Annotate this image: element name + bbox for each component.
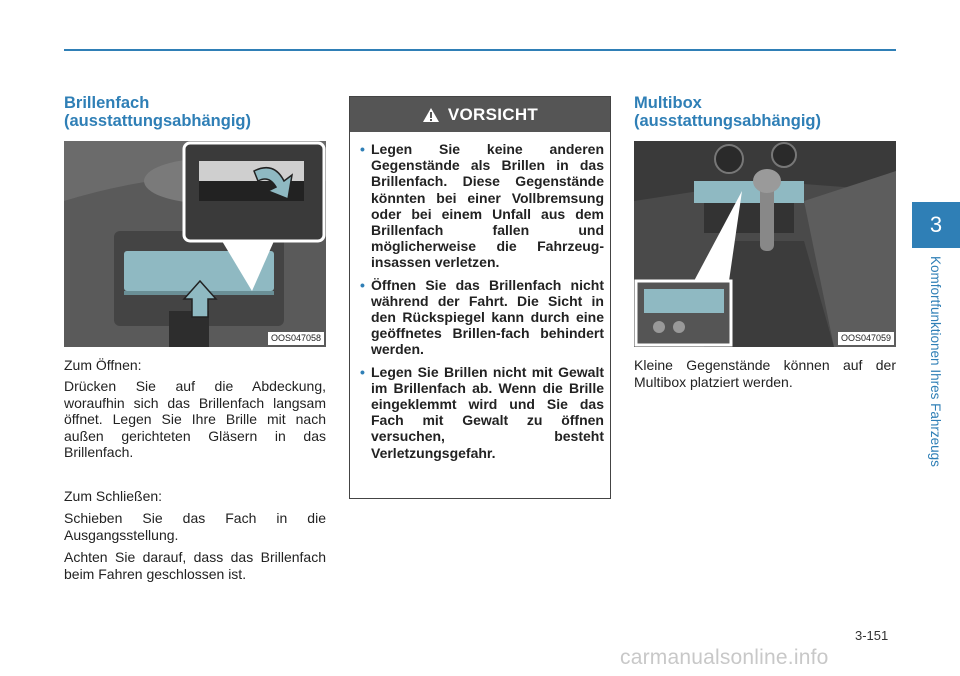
watermark: carmanualsonline.info xyxy=(620,646,829,669)
multibox-figure xyxy=(634,141,896,347)
caution-item: • Legen Sie Brillen nicht mit Gewalt im Brillenfach ab. Wenn die Brille eingeklemmt wird und Sie das Fach mit Gewalt zu öffnen versuchen, besteht Verletzungsgefahr. xyxy=(360,363,604,461)
caution-item: • Legen Sie keine anderen Gegenstände als Brillen in das Brillenfach. Diese Gegenstände könnten bei einer Vollbremsung oder bei einem Unfall aus dem Brillenfach fallen und möglicherweise die Fahrzeug-insassen verletzen. xyxy=(360,141,604,271)
top-rule xyxy=(64,49,896,51)
bullet-icon: • xyxy=(360,363,365,380)
bullet-icon: • xyxy=(360,276,365,293)
caution-header xyxy=(350,97,610,132)
caution-box xyxy=(349,96,611,499)
left-paragraph-3: Zum Schließen: xyxy=(64,488,163,504)
bullet-icon: • xyxy=(360,141,365,157)
caution-title: VORSICHT xyxy=(447,104,539,124)
left-paragraph-5: Achten Sie darauf, dass das Brillenfach beim Fahren geschlossen ist. xyxy=(64,549,326,582)
caution-list xyxy=(360,141,604,467)
left-paragraph-2: Drücken Sie auf die Abdeckung, woraufhin sich das Brillenfach langsam öffnet. Legen Sie Ihre Brille mit nach außen gerichteten Gläsern in das Brillenfach. xyxy=(64,378,326,460)
left-paragraph-1: Zum Öffnen: xyxy=(64,357,142,373)
glasses-holder-illustration xyxy=(64,141,326,347)
left-heading: Brillenfach (ausstattungsabhängig) xyxy=(64,94,252,130)
right-paragraph-1: Kleine Gegenstände können auf der Multibox platziert werden. xyxy=(634,357,896,390)
left-paragraph-4: Schieben Sie das Fach in die Ausgangsstellung. xyxy=(64,510,326,543)
glasses-holder-figure xyxy=(64,141,326,347)
multibox-illustration xyxy=(634,141,896,347)
caution-item: • Öffnen Sie das Brillenfach nicht während der Fahrt. Die Sicht in den Rückspiegel kann durch eine geöffnetes Brillen-fach behindert werden. xyxy=(360,276,604,358)
chapter-title: Komfortfunktionen Ihres Fahrzeugs xyxy=(928,256,943,467)
chapter-number-tab: 3 xyxy=(912,202,960,248)
page-number: 3-151 xyxy=(855,628,889,643)
chapter-title-side xyxy=(924,256,946,492)
figure-code: OOS047059 xyxy=(838,332,894,345)
right-heading: Multibox (ausstattungsabhängig) xyxy=(634,94,822,130)
figure-code: OOS047058 xyxy=(268,332,324,345)
warning-triangle-icon xyxy=(422,107,440,123)
